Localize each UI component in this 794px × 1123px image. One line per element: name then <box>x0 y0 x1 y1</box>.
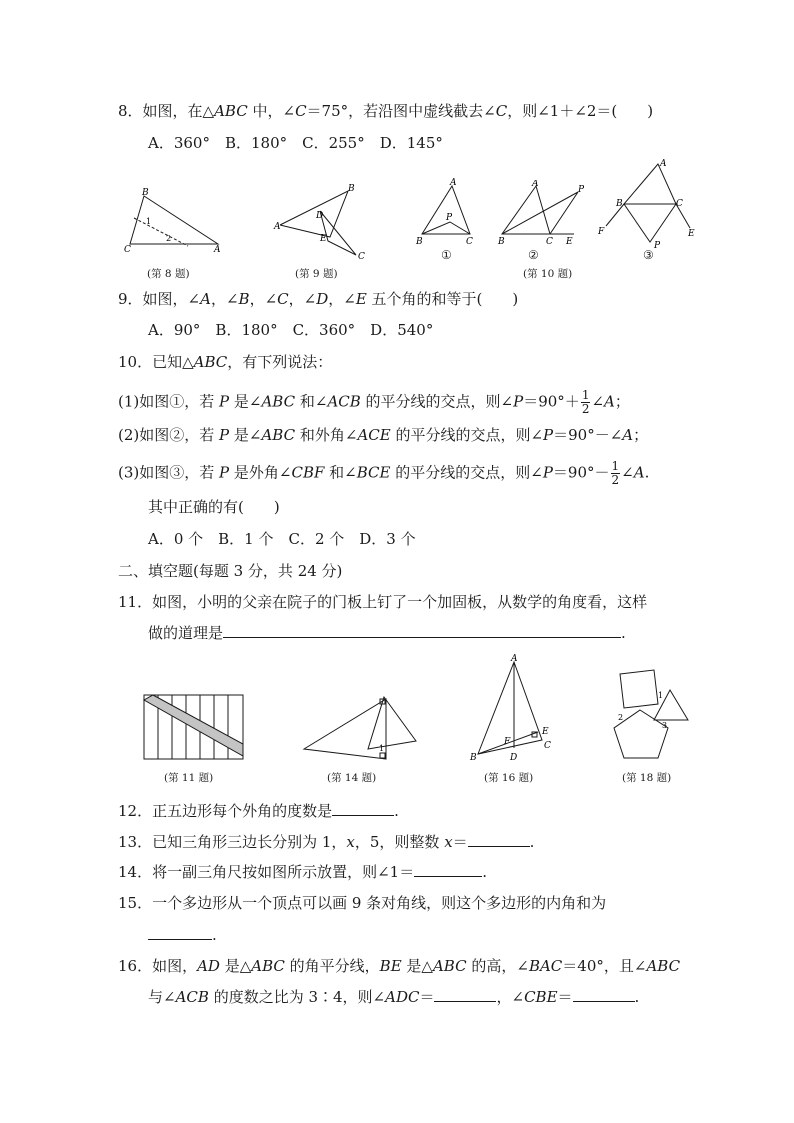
q9-stem: 9．如图，∠A，∠B，∠C，∠D，∠E 五个角的和等于( ) <box>118 290 519 308</box>
marker-fig10-2: ② <box>528 248 539 262</box>
fig10-2-triangle <box>502 186 550 234</box>
fig8-triangle <box>130 196 218 244</box>
q10-ask: 其中正确的有( ) <box>148 498 280 516</box>
figure-10-1 <box>414 176 480 246</box>
fig10-3-label-F: F <box>598 227 605 237</box>
fig10-3-bisectors <box>624 204 676 242</box>
figure-16 <box>466 652 560 764</box>
q12-stem: 12．正五边形每个外角的度数是 . <box>118 802 399 820</box>
fig9-label-B: B <box>348 184 355 194</box>
fig16-label-E: E <box>542 727 549 737</box>
figure-9 <box>268 183 368 263</box>
fig10-1-label-A: A <box>450 178 457 188</box>
fig8-dashed-cut <box>134 218 188 246</box>
fig16-label-D: D <box>510 753 518 763</box>
q13-answer-blank[interactable] <box>468 832 530 847</box>
q15-line1: 15．一个多边形从一个顶点可以画 9 条对角线，则这个多边形的内角和为 <box>118 894 607 912</box>
fig16-label-A: A <box>511 654 518 664</box>
caption-fig16: (第 16 题) <box>484 772 534 784</box>
q16-line1: 16．如图，AD 是△ABC 的角平分线，BE 是△ABC 的高，∠BAC＝40°，且∠ABC <box>118 957 681 975</box>
fig10-3-triangle <box>624 164 676 204</box>
q11-line1: 11．如图，小明的父亲在院子的门板上钉了一个加固板，从数学的角度看，这样 <box>118 593 648 611</box>
fig10-3-label-P: P <box>654 241 661 251</box>
fig9-lines-a <box>280 191 348 237</box>
caption-fig10: (第 10 题) <box>523 268 573 280</box>
fig10-1-label-C: C <box>466 237 473 246</box>
q11-line2: 做的道理是 . <box>148 624 626 642</box>
q15-answer-blank[interactable] <box>148 925 212 940</box>
fig8-label-C: C <box>124 245 131 255</box>
fig10-2-label-E: E <box>566 237 573 246</box>
q8-stem: 8．如图，在△ABC 中，∠C＝75°，若沿图中虚线截去∠C，则∠1＋∠2＝( ) <box>118 102 654 120</box>
q10-statement-3: (3)如图③，若 P 是外角∠CBF 和∠BCE 的平分线的交点，则∠P＝90°－ $\frac{1}{2}$ ∠A. <box>118 459 650 487</box>
q9-options: A．90° B．180° C．360° D．540° <box>148 321 434 339</box>
figure-10-3 <box>596 158 696 254</box>
q15-line2: . <box>148 925 217 945</box>
fig10-3-label-E: E <box>688 229 695 239</box>
fig8-label-A: A <box>214 245 221 255</box>
fig10-2-label-A: A <box>532 180 539 189</box>
q16-answer-blank-cbe[interactable] <box>573 987 635 1002</box>
caption-fig11: (第 11 题) <box>164 772 214 784</box>
fig18-label-2: 2 <box>618 713 624 722</box>
caption-fig14: (第 14 题) <box>327 772 377 784</box>
fig10-2-label-P: P <box>578 185 585 195</box>
q14-answer-blank[interactable] <box>414 862 482 877</box>
fig10-2-label-C: C <box>546 237 553 246</box>
section-2-heading: 二、填空题(每题 3 分，共 24 分) <box>118 562 343 580</box>
fig16-label-F: F <box>504 737 511 747</box>
caption-fig9: (第 9 题) <box>295 268 338 280</box>
q10-statement-1: (1)如图①，若 P 是∠ABC 和∠ACB 的平分线的交点，则∠P＝90°＋ $\frac{1}{2}$ ∠A； <box>118 388 630 416</box>
fig18-label-3: 3 <box>662 721 668 730</box>
fig16-label-C: C <box>544 741 551 751</box>
q14-stem: 14．将一副三角尺按如图所示放置，则∠1＝ . <box>118 863 487 881</box>
figure-8 <box>120 184 230 260</box>
figure-11 <box>143 694 245 762</box>
fig10-1-triangle <box>422 186 470 234</box>
fig8-label-2: 2 <box>166 234 172 243</box>
fig10-1-label-P: P <box>446 213 453 223</box>
fig10-2-label-B: B <box>498 237 505 246</box>
fig10-3-label-C: C <box>676 199 683 209</box>
fig10-1-label-B: B <box>416 237 423 246</box>
q10-statement-2: (2)如图②，若 P 是∠ABC 和外角∠ACE 的平分线的交点，则∠P＝90°－∠A； <box>118 426 649 444</box>
figure-18 <box>610 666 694 764</box>
figure-14 <box>300 693 418 761</box>
fig16-label-B: B <box>470 753 477 763</box>
q16-line2: 与∠ACB 的度数之比为 3∶4，则∠ADC＝ ，∠CBE＝ . <box>148 988 640 1006</box>
fig18-label-1: 1 <box>658 691 664 700</box>
fig10-3-label-A: A <box>660 159 667 169</box>
marker-fig10-1: ① <box>441 248 452 262</box>
q8-options: A．360° B．180° C．255° D．145° <box>148 134 443 152</box>
fig14-label-1: 1 <box>379 744 385 753</box>
q10-options: A．0 个 B．1 个 C．2 个 D．3 个 <box>148 530 416 548</box>
fig9-label-E: E <box>320 234 327 244</box>
q11-answer-blank[interactable] <box>223 623 621 638</box>
fig9-label-A: A <box>274 222 281 232</box>
marker-fig10-3: ③ <box>643 248 654 262</box>
fig18-square <box>620 670 658 708</box>
figure-10-2 <box>494 180 594 246</box>
q13-stem: 13．已知三角形三边长分别为 1，x，5，则整数 x＝ . <box>118 833 535 851</box>
caption-fig8: (第 8 题) <box>147 268 190 280</box>
q12-answer-blank[interactable] <box>332 801 394 816</box>
fig10-1-bisectors <box>422 222 470 234</box>
q10-s3-fraction: $\frac{1}{2}$ <box>611 459 620 487</box>
q10-s1-fraction: $\frac{1}{2}$ <box>581 388 590 416</box>
fig14-triangle-45 <box>368 697 416 749</box>
fig9-label-C: C <box>358 252 365 262</box>
fig9-label-D: D <box>316 211 324 221</box>
q16-answer-blank-adc[interactable] <box>434 987 496 1002</box>
q10-stem: 10．已知△ABC，有下列说法： <box>118 353 333 371</box>
fig10-3-label-B: B <box>616 199 623 209</box>
fig14-right-angle-bottom <box>380 753 385 758</box>
fig8-label-B: B <box>142 188 149 198</box>
caption-fig18: (第 18 题) <box>622 772 672 784</box>
fig8-label-1: 1 <box>146 217 152 226</box>
